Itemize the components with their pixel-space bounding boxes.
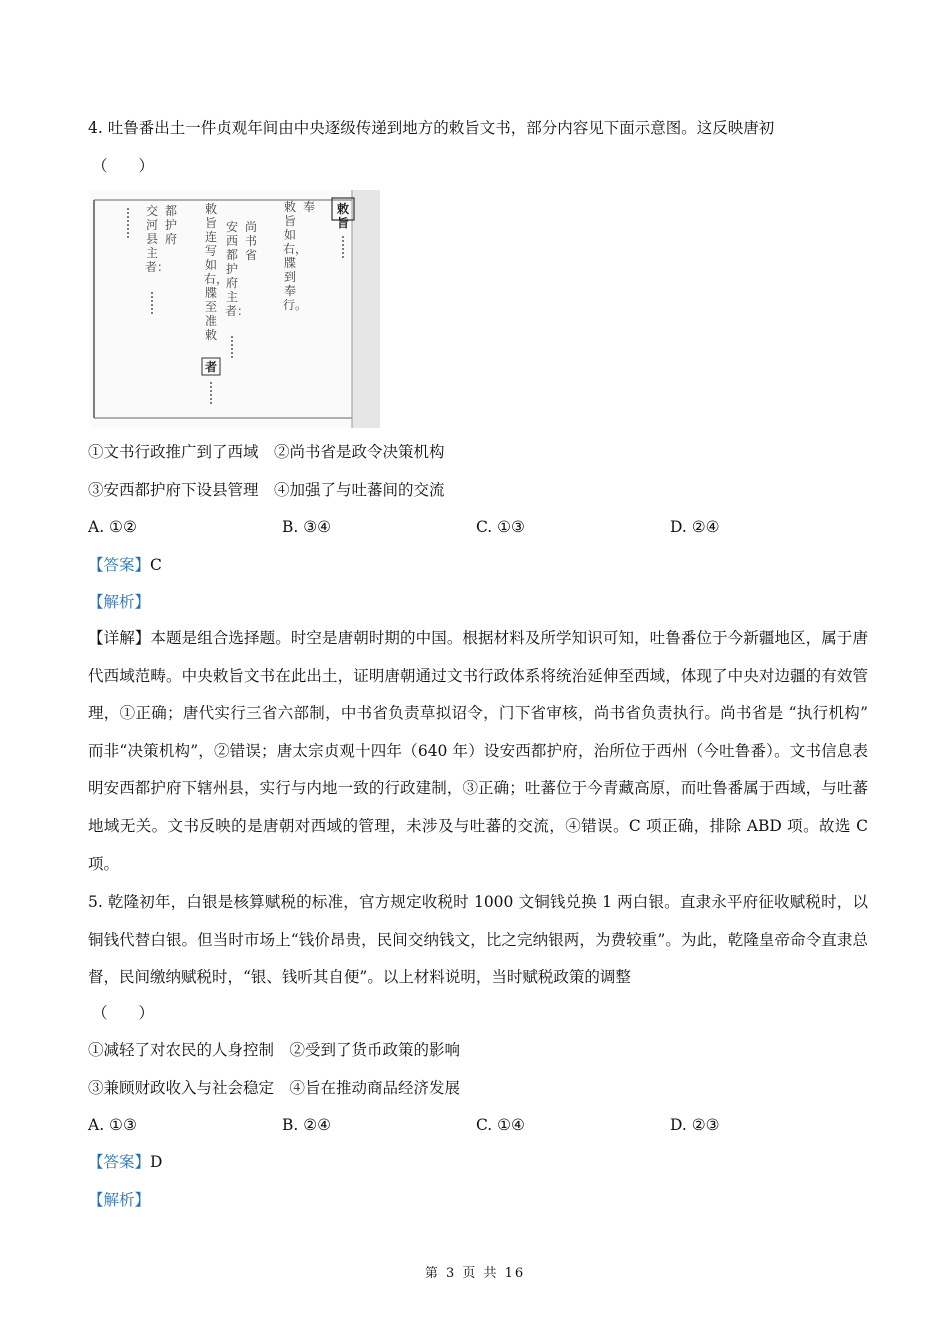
edict-col-chizhi-ruyou: 敕旨如右，牒到奉行。 bbox=[283, 200, 308, 312]
q5-answer bbox=[88, 1152, 162, 1172]
edict-ellipsis bbox=[230, 334, 234, 360]
edict-ellipsis bbox=[150, 290, 154, 316]
edict-document-figure bbox=[90, 190, 380, 428]
q4-option-c: C. ①③ bbox=[476, 518, 525, 536]
detail-text: 本题是组合选择题。时空是唐朝时期的中国。根据材料及所学知识可知，吐鲁番位于今新疆地区，属于唐代西域范畴。中央敕旨文书在此出土，证明唐朝通过文书行政体系将统治延伸至西域，体现了中央对边疆的有效管理，①正确；唐代实行三省六部制，中书省负责草拟诏令，门下省审核，尚书省负责执行。尚书省是 “执行机构” 而非“决策机构”，②错误；唐太宗贞观十四年（640 年）设安西都护府，治所位于西州（今吐鲁番）。文书信息表明安西都护府下辖州县，实行与内地一致的行政建制，③正确；吐蕃位于今青藏高原，而吐鲁番属于西域，与吐蕃地域无关。文书反映的是唐朝对西域的管理，未涉及与吐蕃的交流，④错误。C 项正确，排除 ABD 项。故选 C 项。 bbox=[88, 629, 868, 873]
q5-option-a: A. ①③ bbox=[88, 1116, 137, 1134]
answer-value: C bbox=[150, 556, 162, 574]
q4-option-a: A. ①② bbox=[88, 518, 137, 536]
edict-ellipsis bbox=[209, 380, 213, 406]
q4-analysis-tag bbox=[88, 592, 150, 612]
edict-col-chizhi-lianxie: 敕旨连写如右，牒至准敕 bbox=[204, 202, 229, 342]
q5-paren: （ ） bbox=[92, 1004, 155, 1022]
edict-col-anxi: 安西都护府主者： bbox=[225, 220, 250, 318]
q4-option-b: B. ③④ bbox=[282, 518, 332, 536]
detail-tag: 【详解】 bbox=[88, 629, 151, 647]
answer-tag: 【答案】 bbox=[88, 1153, 151, 1171]
analysis-tag: 【解析】 bbox=[88, 593, 151, 611]
q4-answer bbox=[88, 555, 162, 575]
q5-statements-1: ①减轻了对农民的人身控制 ②受到了货币政策的影响 bbox=[88, 1041, 461, 1059]
edict-col-shangshusheng: 尚书省 bbox=[244, 220, 257, 262]
edict-col-feng: 奉 bbox=[302, 200, 315, 214]
edict-ellipsis bbox=[126, 206, 130, 240]
answer-tag: 【答案】 bbox=[88, 556, 151, 574]
q4-stem: 4. 吐鲁番出土一件贞观年间由中央逐级传递到地方的敕旨文书，部分内容见下面示意图。这反映唐初 bbox=[88, 119, 775, 137]
analysis-tag: 【解析】 bbox=[88, 1191, 151, 1209]
q4-statements-1: ①文书行政推广到了西域 ②尚书省是政令决策机构 bbox=[88, 443, 445, 461]
edict-col-jiaohe: 交河县主者： bbox=[145, 204, 170, 274]
q5-option-d: D. ②③ bbox=[670, 1116, 720, 1134]
q4-detail bbox=[88, 620, 868, 883]
q5-analysis-tag bbox=[88, 1190, 150, 1210]
q5-statements-2: ③兼顾财政收入与社会稳定 ④旨在推动商品经济发展 bbox=[88, 1079, 461, 1097]
edict-label-chizhi: 敕旨 bbox=[336, 202, 349, 230]
edict-col-duhufu: 都护府 bbox=[164, 204, 177, 246]
edict-ellipsis bbox=[341, 234, 345, 260]
q4-paren: （ ） bbox=[92, 157, 155, 175]
q5-stem: 5. 乾隆初年，白银是核算赋税的标准，官方规定收税时 1000 文铜钱兑换 1 两白银。直隶永平府征收赋税时，以铜钱代替白银。但当时市场上“钱价昂贵，民间交纳钱文，比之完纳银两，为费较重”。为此，乾隆皇帝命令直隶总督，民间缴纳赋税时，“银、钱听其自便”。以上材料说明，当时赋税政策的调整 bbox=[88, 893, 868, 987]
edict-label-zhe: 者 bbox=[204, 360, 217, 374]
q5-option-b: B. ②④ bbox=[282, 1116, 332, 1134]
q4-option-d: D. ②④ bbox=[670, 518, 720, 536]
page-number: 第 3 页 共 16 bbox=[424, 1266, 526, 1281]
q4-statements-2: ③安西都护府下设县管理 ④加强了与吐蕃间的交流 bbox=[88, 481, 445, 499]
q5-option-c: C. ①④ bbox=[476, 1116, 525, 1134]
answer-value: D bbox=[150, 1153, 163, 1171]
